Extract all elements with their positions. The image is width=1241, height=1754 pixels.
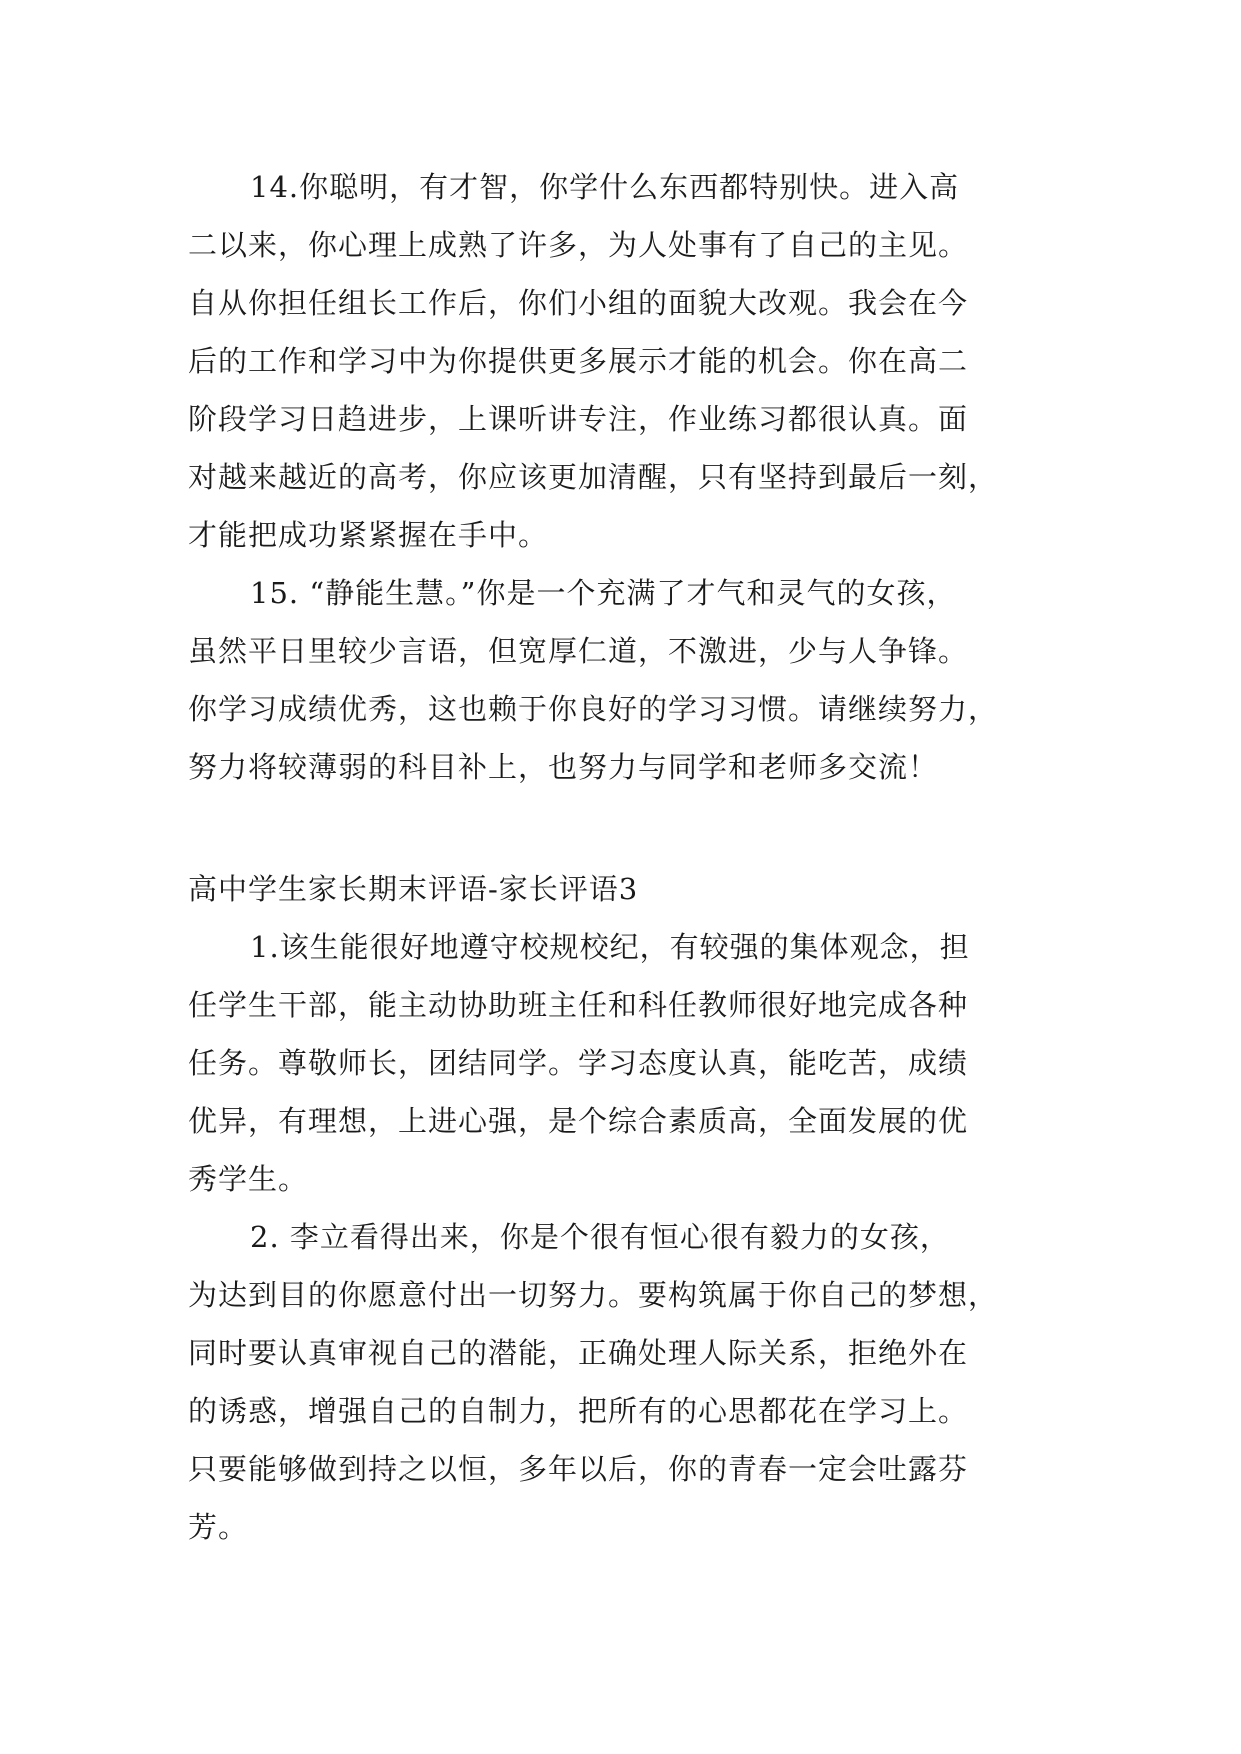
paragraph-1	[188, 918, 1058, 1208]
paragraph-line: 秀学生。	[188, 1162, 309, 1196]
paragraph-line: 任务。尊敬师长，团结同学。学习态度认真，能吃苦，成绩	[188, 1046, 969, 1080]
paragraph-line: 阶段学习日趋进步，上课听讲专注，作业练习都很认真。面	[188, 402, 969, 436]
section-heading: 高中学生家长期末评语-家长评语3	[188, 872, 639, 906]
paragraph-line: 你学习成绩优秀，这也赖于你良好的学习习惯。请继续努力，	[188, 692, 999, 726]
paragraph-14	[188, 158, 1058, 564]
paragraph-line: 对越来越近的高考，你应该更加清醒，只有坚持到最后一刻，	[188, 460, 999, 494]
paragraph-2	[188, 1208, 1058, 1556]
paragraph-line: 为达到目的你愿意付出一切努力。要构筑属于你自己的梦想，	[188, 1278, 999, 1312]
paragraph-line: 才能把成功紧紧握在手中。	[188, 518, 549, 552]
paragraph-line: 2. 李立看得出来，你是个很有恒心很有毅力的女孩，	[250, 1220, 950, 1254]
paragraph-line: 后的工作和学习中为你提供更多展示才能的机会。你在高二	[188, 344, 969, 378]
paragraph-line: 只要能够做到持之以恒，多年以后，你的青春一定会吐露芬	[188, 1452, 969, 1486]
paragraph-line: 1.该生能很好地遵守校规校纪，有较强的集体观念，担	[250, 930, 970, 964]
paragraph-line: 15. “静能生慧。”你是一个充满了才气和灵气的女孩，	[250, 576, 957, 610]
paragraph-15	[188, 564, 1058, 796]
section-spacer	[188, 796, 1058, 860]
paragraph-line: 虽然平日里较少言语，但宽厚仁道，不激进，少与人争锋。	[188, 634, 969, 668]
paragraph-line: 的诱惑，增强自己的自制力，把所有的心思都花在学习上。	[188, 1394, 969, 1428]
paragraph-line: 自从你担任组长工作后，你们小组的面貌大改观。我会在今	[188, 286, 969, 320]
paragraph-line: 优异，有理想，上进心强，是个综合素质高，全面发展的优	[188, 1104, 969, 1138]
paragraph-line: 芳。	[188, 1510, 249, 1544]
paragraph-line: 任学生干部，能主动协助班主任和科任教师很好地完成各种	[188, 988, 969, 1022]
paragraph-line: 二以来，你心理上成熟了许多，为人处事有了自己的主见。	[188, 228, 969, 262]
paragraph-line: 同时要认真审视自己的潜能，正确处理人际关系，拒绝外在	[188, 1336, 969, 1370]
paragraph-line: 14.你聪明，有才智，你学什么东西都特别快。进入高	[250, 170, 960, 204]
document-body	[188, 158, 1058, 1556]
paragraph-line: 努力将较薄弱的科目补上，也努力与同学和老师多交流！	[188, 750, 939, 784]
